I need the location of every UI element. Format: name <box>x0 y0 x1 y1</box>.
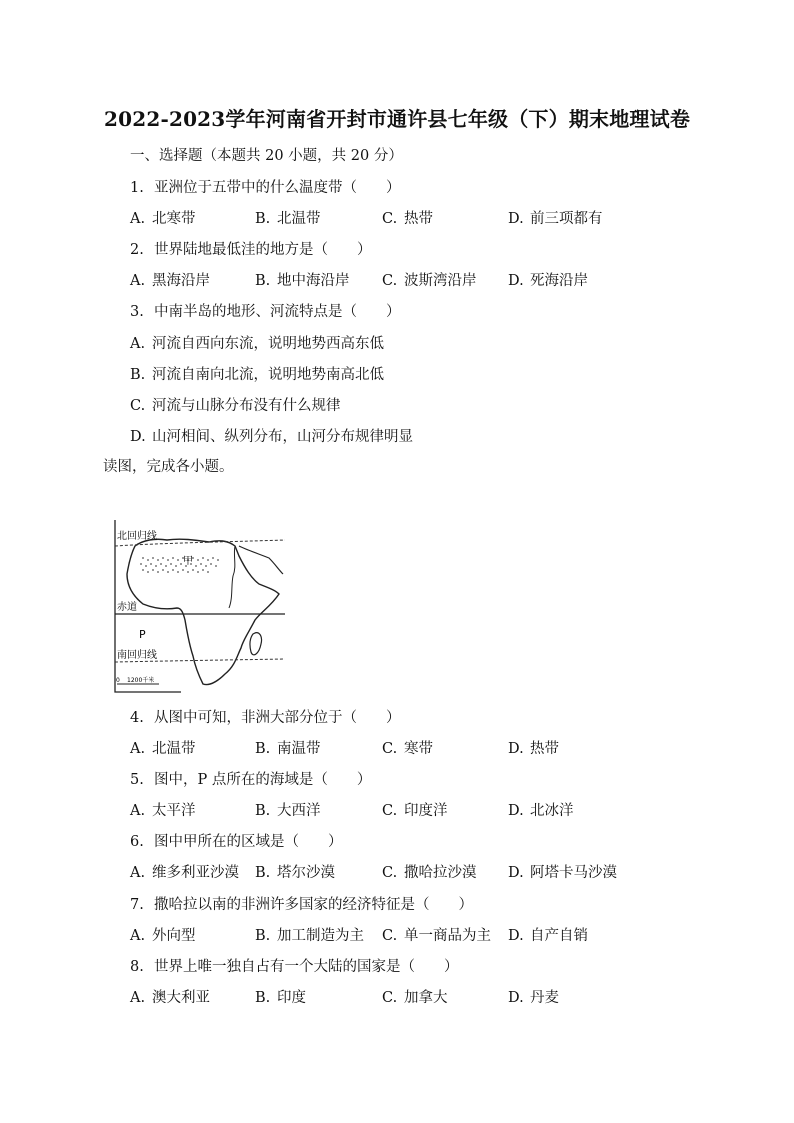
option-d[interactable]: D. 阿塔卡马沙漠 <box>508 865 617 881</box>
question-number: 3. <box>130 304 144 320</box>
question-text: 世界陆地最低洼的地方是（ ） <box>154 242 372 258</box>
reading-prompt: 读图，完成各小题。 <box>103 459 234 475</box>
option-a[interactable]: A. 黑海沿岸 <box>130 273 210 289</box>
option-a[interactable]: A. 澳大利亚 <box>130 990 210 1006</box>
question-3 <box>130 300 401 321</box>
option-a[interactable]: A. 维多利亚沙漠 <box>130 865 239 881</box>
option-b[interactable]: B. 加工制造为主 <box>255 928 364 944</box>
option-b[interactable]: B. 大西洋 <box>255 803 321 819</box>
scale-zero: 0 <box>116 677 120 684</box>
option-c[interactable]: C. 寒带 <box>382 741 433 757</box>
option-d[interactable]: D. 热带 <box>508 741 559 757</box>
option-d[interactable]: D. 山河相间、纵列分布，山河分布规律明显 <box>130 429 413 445</box>
question-text: 图中，P 点所在的海域是（ ） <box>154 772 372 788</box>
option-b[interactable]: B. 南温带 <box>255 741 321 757</box>
option-b[interactable]: B. 印度 <box>255 990 306 1006</box>
tropic-south-label: 南回归线 <box>117 650 157 661</box>
option-b[interactable]: B. 地中海沿岸 <box>255 273 350 289</box>
option-b[interactable]: B. 北温带 <box>255 211 321 227</box>
option-c[interactable]: C. 热带 <box>382 211 433 227</box>
question-text: 图中甲所在的区域是（ ） <box>154 834 343 850</box>
question-number: 1. <box>130 180 144 196</box>
option-d[interactable]: D. 前三项都有 <box>508 211 603 227</box>
option-d[interactable]: D. 北冰洋 <box>508 803 574 819</box>
option-b[interactable]: B. 河流自南向北流，说明地势南高北低 <box>130 367 384 383</box>
africa-map <box>103 516 285 696</box>
equator-label: 赤道 <box>117 602 137 613</box>
question-4 <box>130 706 401 727</box>
question-text: 从图中可知，非洲大部分位于（ ） <box>154 710 401 726</box>
question-number: 8. <box>130 959 144 975</box>
question-number: 2. <box>130 242 144 258</box>
scale-distance: 1200千米 <box>127 677 155 684</box>
question-text: 中南半岛的地形、河流特点是（ ） <box>154 304 401 320</box>
option-c[interactable]: C. 河流与山脉分布没有什么规律 <box>130 398 341 414</box>
question-text: 世界上唯一独自占有一个大陆的国家是（ ） <box>154 959 459 975</box>
point-p-label: P <box>139 628 146 641</box>
region-jia-label: 甲 <box>183 556 193 567</box>
option-a[interactable]: A. 太平洋 <box>130 803 196 819</box>
section-heading: 一、选择题（本题共 20 小题，共 20 分） <box>130 148 403 164</box>
question-number: 6. <box>130 834 144 850</box>
question-text: 亚洲位于五带中的什么温度带（ ） <box>154 180 401 196</box>
question-2 <box>130 238 372 259</box>
question-1 <box>130 176 401 197</box>
question-number: 7. <box>130 897 144 913</box>
option-a[interactable]: A. 外向型 <box>130 928 196 944</box>
option-a[interactable]: A. 河流自西向东流，说明地势西高东低 <box>130 336 384 352</box>
option-d[interactable]: D. 死海沿岸 <box>508 273 588 289</box>
question-number: 4. <box>130 710 144 726</box>
option-d[interactable]: D. 丹麦 <box>508 990 559 1006</box>
exam-title: 2022-2023学年河南省开封市通许县七年级（下）期末地理试卷 <box>103 107 691 131</box>
question-text: 撒哈拉以南的非洲许多国家的经济特征是（ ） <box>154 897 473 913</box>
option-c[interactable]: C. 加拿大 <box>382 990 448 1006</box>
question-6 <box>130 830 343 851</box>
question-5 <box>130 768 371 789</box>
option-c[interactable]: C. 撒哈拉沙漠 <box>382 865 477 881</box>
option-c[interactable]: C. 单一商品为主 <box>382 928 491 944</box>
question-7 <box>130 893 473 914</box>
option-c[interactable]: C. 印度洋 <box>382 803 448 819</box>
option-b[interactable]: B. 塔尔沙漠 <box>255 865 335 881</box>
question-8 <box>130 955 459 976</box>
option-c[interactable]: C. 波斯湾沿岸 <box>382 273 477 289</box>
question-number: 5. <box>130 772 144 788</box>
option-d[interactable]: D. 自产自销 <box>508 928 588 944</box>
option-a[interactable]: A. 北温带 <box>130 741 196 757</box>
option-a[interactable]: A. 北寒带 <box>130 211 196 227</box>
tropic-north-label: 北回归线 <box>117 531 157 542</box>
